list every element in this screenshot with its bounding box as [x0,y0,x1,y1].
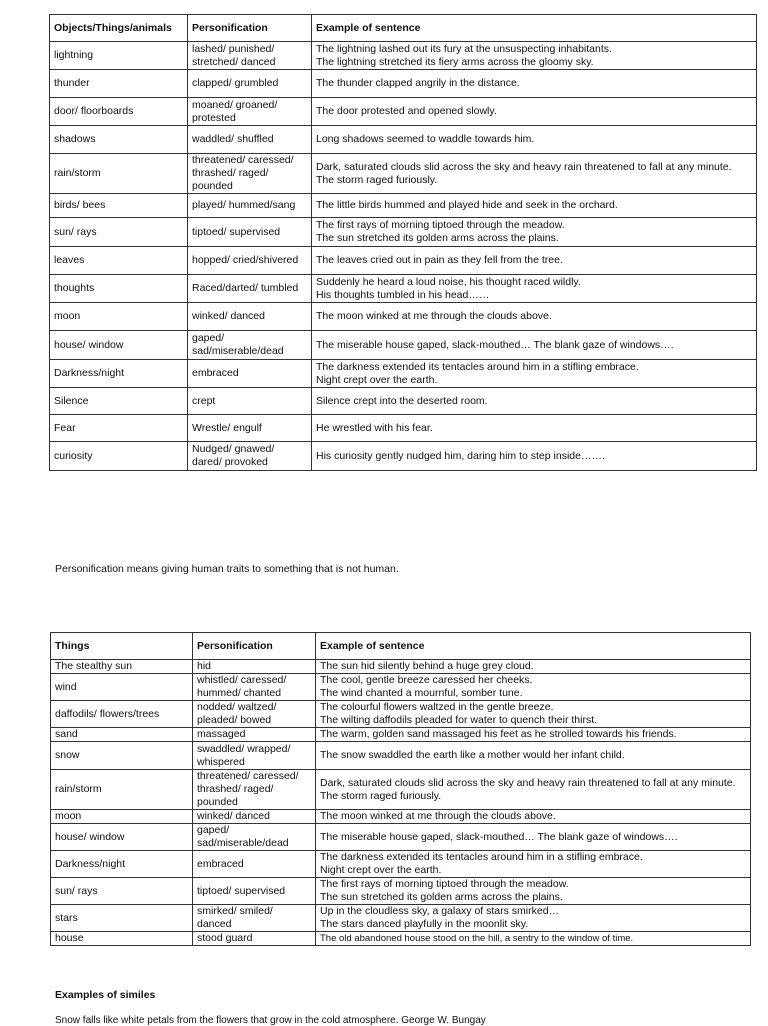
row-example: The darkness extended its tentacles around him in a stifling embrace. Night crept over the earth. [312,360,757,388]
row-example: The darkness extended its tentacles around him in a stifling embrace. Night crept over the earth. [316,851,751,878]
table-row [50,42,757,70]
header-example: Example of sentence [312,15,757,42]
row-subject: thoughts [50,275,188,303]
header-personification: Personification [188,15,312,42]
row-personification: crept [188,388,312,415]
row-personification: smirked/ smiled/ danced [193,905,316,932]
row-personification: threatened/ caressed/ thrashed/ raged/ pounded [188,154,312,194]
row-personification: winked/ danced [188,303,312,331]
row-example: The first rays of morning tiptoed through the meadow. The sun stretched its golden arms across the plains. [312,218,757,247]
row-personification: waddled/ shuffled [188,126,312,154]
row-subject: house/ window [51,824,193,851]
row-example: The sun hid silently behind a huge grey cloud. [316,660,751,674]
table-row [50,388,757,415]
row-subject: thunder [50,70,188,98]
table-header-row [51,633,751,660]
row-example: The cool, gentle breeze caressed her cheeks. The wind chanted a mournful, somber tune. [316,674,751,701]
row-personification: winked/ danced [193,810,316,824]
row-subject: lightning [50,42,188,70]
row-personification: hid [193,660,316,674]
row-personification: swaddled/ wrapped/ whispered [193,742,316,770]
table-row [51,728,751,742]
row-subject: shadows [50,126,188,154]
row-example: The thunder clapped angrily in the distance. [312,70,757,98]
row-personification: gaped/ sad/miserable/dead [188,331,312,360]
table-row [51,701,751,728]
table-row [51,674,751,701]
row-example: The miserable house gaped, slack-mouthed… The blank gaze of windows…. [312,331,757,360]
table-row [50,218,757,247]
row-example: Long shadows seemed to waddle towards him. [312,126,757,154]
table-row [50,247,757,275]
table-row [51,932,751,946]
row-subject: daffodils/ flowers/trees [51,701,193,728]
similes-heading: Examples of similes [55,989,156,1001]
table-row [51,770,751,810]
table-header-row [50,15,757,42]
row-example: The moon winked at me through the clouds above. [312,303,757,331]
row-subject: The stealthy sun [51,660,193,674]
row-example: His curiosity gently nudged him, daring him to step inside……. [312,442,757,471]
row-example: The snow swaddled the earth like a mother would her infant child. [316,742,751,770]
row-subject: Darkness/night [50,360,188,388]
row-personification: lashed/ punished/ stretched/ danced [188,42,312,70]
personification-definition: Personification means giving human traits to something that is not human. [55,563,399,575]
row-example: The old abandoned house stood on the hill, a sentry to the window of time. [316,932,751,946]
row-personification: stood guard [193,932,316,946]
row-example: The little birds hummed and played hide and seek in the orchard. [312,194,757,218]
table-row [50,70,757,98]
row-example: The first rays of morning tiptoed through the meadow. The sun stretched its golden arms across the plains. [316,878,751,905]
row-subject: Silence [50,388,188,415]
row-example: The leaves cried out in pain as they fell from the tree. [312,247,757,275]
row-personification: hopped/ cried/shivered [188,247,312,275]
table-row [51,824,751,851]
simile-example: Snow falls like white petals from the flowers that grow in the cold atmosphere. George W. Bungay [55,1015,486,1026]
row-subject: stars [51,905,193,932]
row-example: The miserable house gaped, slack-mouthed… The blank gaze of windows…. [316,824,751,851]
row-personification: embraced [188,360,312,388]
row-subject: curiosity [50,442,188,471]
table-row [51,660,751,674]
row-personification: embraced [193,851,316,878]
row-personification: Raced/darted/ tumbled [188,275,312,303]
row-personification: moaned/ groaned/ protested [188,98,312,126]
table-row [51,810,751,824]
row-subject: sun/ rays [51,878,193,905]
row-personification: Wrestle/ engulf [188,415,312,442]
table-row [50,415,757,442]
row-subject: moon [51,810,193,824]
row-example: The lightning lashed out its fury at the unsuspecting inhabitants. The lightning stretched its fiery arms across the gloomy sky. [312,42,757,70]
row-subject: sun/ rays [50,218,188,247]
row-example: Dark, saturated clouds slid across the sky and heavy rain threatened to fall at any minute. The storm raged furiously. [312,154,757,194]
row-subject: house [51,932,193,946]
header-personification: Personification [193,633,316,660]
row-subject: sand [51,728,193,742]
table-row [50,275,757,303]
row-personification: gaped/ sad/miserable/dead [193,824,316,851]
row-example: The warm, golden sand massaged his feet as he strolled towards his friends. [316,728,751,742]
row-personification: threatened/ caressed/ thrashed/ raged/ pounded [193,770,316,810]
row-subject: wind [51,674,193,701]
row-example: Up in the cloudless sky, a galaxy of stars smirked… The stars danced playfully in the moonlit sky. [316,905,751,932]
row-subject: snow [51,742,193,770]
personification-table-1 [49,14,757,471]
header-example: Example of sentence [316,633,751,660]
row-subject: moon [50,303,188,331]
row-personification: Nudged/ gnawed/ dared/ provoked [188,442,312,471]
row-example: The door protested and opened slowly. [312,98,757,126]
row-example: Silence crept into the deserted room. [312,388,757,415]
row-subject: birds/ bees [50,194,188,218]
row-personification: played/ hummed/sang [188,194,312,218]
personification-table-2 [50,632,751,946]
row-example: The moon winked at me through the clouds above. [316,810,751,824]
row-personification: nodded/ waltzed/ pleaded/ bowed [193,701,316,728]
row-example: He wrestled with his fear. [312,415,757,442]
row-subject: leaves [50,247,188,275]
table-row [51,878,751,905]
table-row [50,331,757,360]
table-row [50,154,757,194]
row-subject: house/ window [50,331,188,360]
table-row [51,742,751,770]
row-example: The colourful flowers waltzed in the gentle breeze. The wilting daffodils pleaded for water to quench their thirst. [316,701,751,728]
row-personification: clapped/ grumbled [188,70,312,98]
row-subject: rain/storm [50,154,188,194]
header-things: Things [51,633,193,660]
row-subject: door/ floorboards [50,98,188,126]
row-personification: tiptoed/ supervised [193,878,316,905]
table-row [50,126,757,154]
table-row [50,442,757,471]
row-subject: rain/storm [51,770,193,810]
table-row [51,905,751,932]
row-personification: massaged [193,728,316,742]
table-row [51,851,751,878]
table-row [50,360,757,388]
row-personification: tiptoed/ supervised [188,218,312,247]
row-example: Dark, saturated clouds slid across the sky and heavy rain threatened to fall at any minute. The storm raged furiously. [316,770,751,810]
table-row [50,98,757,126]
header-objects: Objects/Things/animals [50,15,188,42]
table-row [50,303,757,331]
row-subject: Fear [50,415,188,442]
row-example: Suddenly he heard a loud noise, his thought raced wildly. His thoughts tumbled in his head…… [312,275,757,303]
row-personification: whistled/ caressed/ hummed/ chanted [193,674,316,701]
row-subject: Darkness/night [51,851,193,878]
table-row [50,194,757,218]
